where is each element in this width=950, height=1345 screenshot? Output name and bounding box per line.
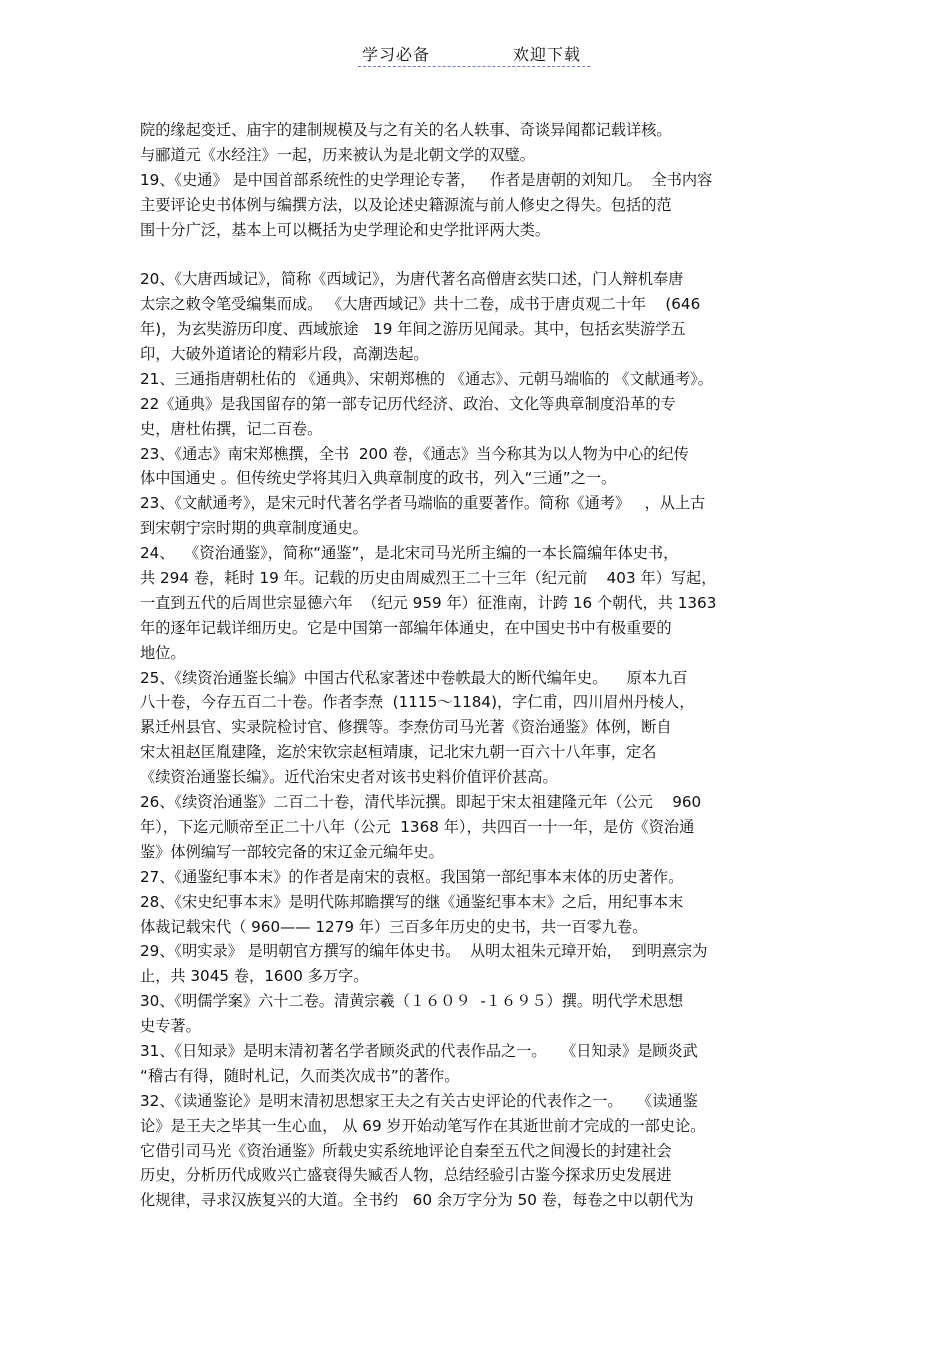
text-line: 史，唐杜佑撰，记二百卷。 bbox=[140, 419, 323, 438]
text-line: 论》是王夫之毕其一生心血， 从 69 岁开始动笔写作在其逝世前才完成的一部史论。 bbox=[140, 1116, 706, 1135]
text-line: 19、《史通》 是中国首部系统性的史学理论专著， 作者是唐朝的刘知几。 全书内容 bbox=[140, 170, 713, 189]
text-line: 历史，分析历代成败兴亡盛衰得失臧否人物，总结经验引古鉴今探求历史发展进 bbox=[140, 1166, 672, 1185]
text-line: 鉴》体例编写一部较完备的宋辽金元编年史。 bbox=[140, 842, 444, 861]
text-line: 史专著。 bbox=[140, 1017, 201, 1036]
page-header bbox=[358, 40, 590, 67]
blank-line bbox=[140, 242, 830, 267]
text-line: 31、《日知录》是明末清初著名学者顾炎武的代表作品之一。 《日知录》是顾炎武 bbox=[140, 1041, 698, 1060]
text-line: 23、《文献通考》，是宋元时代著名学者马端临的重要著作。简称《通考》 ，从上古 bbox=[140, 494, 706, 513]
text-line: “稽古有得，随时札记，久而类次成书”的著作。 bbox=[140, 1066, 460, 1085]
text-line: 与郦道元《水经注》一起，历来被认为是北朝文学的双璧。 bbox=[140, 145, 535, 164]
text-line: 八十卷，今存五百二十卷。作者李焘 (1115～1184)，字仁甫，四川眉州丹棱人， bbox=[140, 693, 695, 712]
text-line: 年)，为玄奘游历印度、西域旅途 19 年间之游历见闻录。其中，包括玄奘游学五 bbox=[140, 320, 686, 339]
text-line: 22《通典》是我国留存的第一部专记历代经济、政治、文化等典章制度沿革的专 bbox=[140, 394, 676, 413]
text-line: 累迁州县官、实录院检讨官、修撰等。李焘仿司马光著《资治通鉴》体例，断自 bbox=[140, 718, 672, 737]
text-line: 共 294 卷，耗时 19 年。记载的历史由周威烈王二十三年（纪元前 403 年）写起， bbox=[140, 569, 717, 588]
text-line: 27、《通鉴纪事本末》的作者是南宋的袁枢。我国第一部纪事本末体的历史著作。 bbox=[140, 867, 684, 886]
text-line: 32、《读通鉴论》是明末清初思想家王夫之有关古史评论的代表作之一。 《读通鉴 bbox=[140, 1091, 698, 1110]
text-line: 28、《宋史纪事本末》是明代陈邦瞻撰写的继《通鉴纪事本末》之后，用纪事本末 bbox=[140, 892, 684, 911]
text-line: 它借引司马光《资治通鉴》所载史实系统地评论自秦至五代之间漫长的封建社会 bbox=[140, 1141, 672, 1160]
text-line: 23、《通志》南宋郑樵撰，全书 200 卷，《通志》当今称其为以人物为中心的纪传 bbox=[140, 444, 689, 463]
text-line: 地位。 bbox=[140, 643, 186, 662]
text-line: 化规律，寻求汉族复兴的大道。全书约 60 余万字分为 50 卷，每卷之中以朝代为 bbox=[140, 1191, 694, 1210]
text-line: 止，共 3045 卷，1600 多万字。 bbox=[140, 967, 369, 986]
text-line: 体裁记载宋代（ 960—— 1279 年）三百多年历史的史书，共一百零九卷。 bbox=[140, 917, 648, 936]
text-line: 体中国通史 。但传统史学将其归入典章制度的政书，列入“三通”之一。 bbox=[140, 469, 617, 488]
text-line: 宋太祖赵匡胤建隆，迄於宋钦宗赵桓靖康，记北宋九朝一百六十八年事，定名 bbox=[140, 743, 657, 762]
text-line: 29、《明实录》 是明朝官方撰写的编年体史书。 从明太祖朱元璋开始， 到明熹宗为 bbox=[140, 942, 708, 961]
header-left-text: 学习必备 bbox=[362, 45, 431, 64]
text-line: 《续资治通鉴长编》。近代治宋史者对该书史料价值评价甚高。 bbox=[140, 768, 558, 787]
text-line: 30、《明儒学案》六十二卷。清黄宗羲（１６０９ -１６９５）撰。明代学术思想 bbox=[140, 992, 684, 1011]
text-line: 25、《续资治通鉴长编》中国古代私家著述中卷帙最大的断代编年史。 原本九百 bbox=[140, 668, 688, 687]
text-line: 院的缘起变迁、庙宇的建制规模及与之有关的名人轶事、奇谈异闻都记载详核。 bbox=[140, 121, 672, 139]
text-line: 20、《大唐西域记》，简称《西域记》，为唐代著名高僧唐玄奘口述，门人辩机奉唐 bbox=[140, 270, 684, 289]
text-line: 围十分广泛，基本上可以概括为史学理论和史学批评两大类。 bbox=[140, 220, 551, 239]
text-line: 年），下迄元顺帝至正二十八年（公元 1368 年），共四百一十一年，是仿《资治通 bbox=[140, 817, 695, 836]
document-body bbox=[140, 118, 830, 1213]
text-line: 21、三通指唐朝杜佑的 《通典》、宋朝郑樵的 《通志》、元朝马端临的 《文献通考》。 bbox=[140, 369, 713, 388]
text-line: 到宋朝宁宗时期的典章制度通史。 bbox=[140, 519, 368, 538]
text-line: 主要评论史书体例与编撰方法，以及论述史籍源流与前人修史之得失。包括的范 bbox=[140, 195, 672, 214]
header-right-text: 欢迎下载 bbox=[513, 45, 582, 64]
text-line: 26、《续资治通鉴》二百二十卷，清代毕沅撰。即起于宋太祖建隆元年（公元 960 bbox=[140, 793, 702, 812]
text-line: 印，大破外道诸论的精彩片段，高潮迭起。 bbox=[140, 345, 429, 364]
text-line: 24、 《资治通鉴》，简称“通鉴”，是北宋司马光所主编的一本长篇编年体史书， bbox=[140, 544, 679, 563]
text-line: 太宗之敕令笔受编集而成。 《大唐西域记》共十二卷，成书于唐贞观二十年 (646 bbox=[140, 295, 701, 314]
text-line: 年的逐年记载详细历史。它是中国第一部编年体通史，在中国史书中有极重要的 bbox=[140, 618, 672, 637]
text-line: 一直到五代的后周世宗显德六年 （纪元 959 年）征淮南，计跨 16 个朝代，共 1363 bbox=[140, 593, 717, 612]
